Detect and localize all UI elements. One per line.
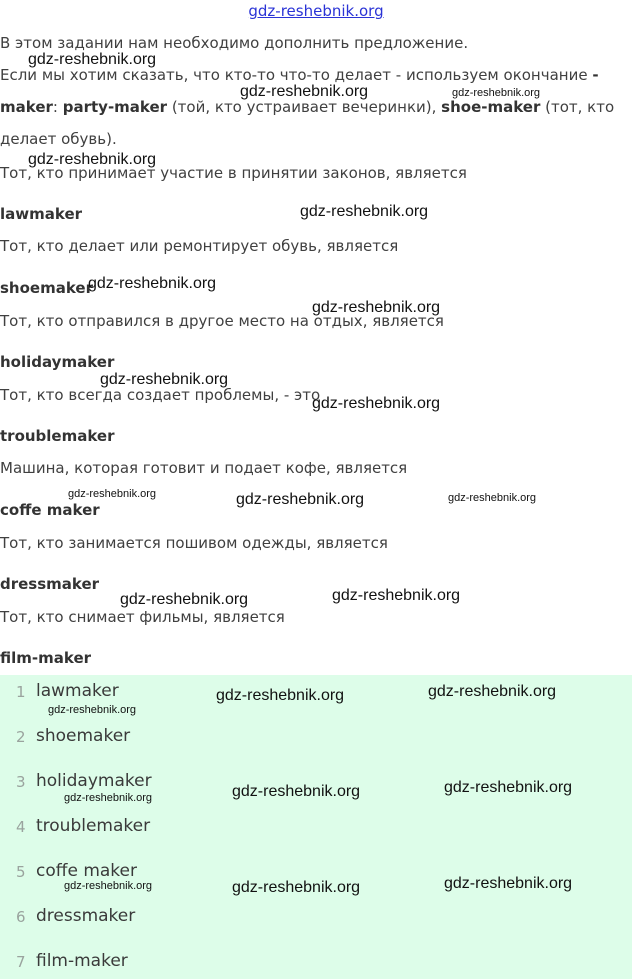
- watermark: gdz-reshebnik.org: [312, 395, 441, 412]
- question-5: Машина, которая готовит и подает кофе, является: [0, 459, 408, 477]
- intro-text: (той, кто устраивает вечеринки),: [167, 98, 442, 116]
- watermark: gdz-reshebnik.org: [28, 51, 157, 68]
- watermark: gdz-reshebnik.org: [236, 491, 365, 508]
- answer-list-item: coffe maker: [36, 861, 137, 881]
- question-3: Тот, кто отправился в другое место на отдых, является: [0, 312, 444, 330]
- answer-5: coffe maker: [0, 501, 100, 519]
- watermark: gdz-reshebnik.org: [448, 492, 537, 504]
- watermark: gdz-reshebnik.org: [100, 371, 229, 388]
- watermark: gdz-reshebnik.org: [120, 591, 249, 608]
- watermark: gdz-reshebnik.org: [312, 299, 441, 316]
- intro-bold: -: [592, 66, 599, 84]
- intro-bold-shoe-maker: shoe-maker: [441, 98, 541, 116]
- watermark: gdz-reshebnik.org: [232, 879, 361, 896]
- answer-4: troublemaker: [0, 427, 115, 445]
- question-6: Тот, кто занимается пошивом одежды, является: [0, 534, 388, 552]
- answer-6: dressmaker: [0, 575, 100, 593]
- watermark: gdz-reshebnik.org: [428, 683, 557, 700]
- answer-list-panel: [0, 675, 632, 979]
- answer-list-number: 7: [16, 953, 26, 971]
- intro-text: Если мы хотим сказать, что кто-то что-то делает - используем окончание: [0, 66, 593, 84]
- question-4: Тот, кто всегда создает проблемы, - это: [0, 386, 321, 404]
- answer-3: holidaymaker: [0, 353, 115, 371]
- watermark: gdz-reshebnik.org: [452, 87, 541, 99]
- answer-list-number: 5: [16, 863, 26, 881]
- watermark: gdz-reshebnik.org: [88, 275, 217, 292]
- answer-list-number: 2: [16, 728, 26, 746]
- watermark: gdz-reshebnik.org: [332, 587, 461, 604]
- watermark: gdz-reshebnik.org: [444, 875, 573, 892]
- watermark: gdz-reshebnik.org: [232, 783, 361, 800]
- intro-bold-party-maker: party-maker: [62, 98, 168, 116]
- question-1: Тот, кто принимает участие в принятии законов, является: [0, 164, 467, 182]
- watermark: gdz-reshebnik.org: [444, 779, 573, 796]
- watermark: gdz-reshebnik.org: [28, 151, 157, 168]
- answer-list-item: troublemaker: [36, 816, 151, 836]
- intro-line-1: В этом задании нам необходимо дополнить предложение.: [0, 34, 469, 52]
- intro-bold-maker: maker: [0, 98, 53, 116]
- answer-list-item: holidaymaker: [36, 771, 152, 791]
- answer-list-number: 4: [16, 818, 26, 836]
- watermark: gdz-reshebnik.org: [240, 83, 369, 100]
- answer-list-item: film-maker: [36, 951, 128, 971]
- answer-list-item: lawmaker: [36, 681, 119, 701]
- intro-text: :: [52, 98, 63, 116]
- answer-list-number: 1: [16, 683, 26, 701]
- watermark: gdz-reshebnik.org: [300, 203, 429, 220]
- watermark: gdz-reshebnik.org: [64, 792, 153, 804]
- question-2: Тот, кто делает или ремонтирует обувь, является: [0, 237, 399, 255]
- watermark: gdz-reshebnik.org: [48, 704, 137, 716]
- answer-list-item: dressmaker: [36, 906, 136, 926]
- answer-1: lawmaker: [0, 205, 83, 223]
- question-7: Тот, кто снимает фильмы, является: [0, 608, 285, 626]
- watermark: gdz-reshebnik.org: [216, 687, 345, 704]
- intro-text: (тот, кто: [540, 98, 615, 116]
- answer-list-number: 3: [16, 773, 26, 791]
- answer-list-item: shoemaker: [36, 726, 131, 746]
- watermark: gdz-reshebnik.org: [68, 488, 157, 500]
- site-header-link[interactable]: gdz-reshebnik.org: [248, 2, 384, 20]
- answer-list-number: 6: [16, 908, 26, 926]
- answer-7: film-maker: [0, 649, 92, 667]
- intro-line-4: делает обувь).: [0, 130, 117, 148]
- watermark: gdz-reshebnik.org: [64, 880, 153, 892]
- answer-2: shoemaker: [0, 279, 93, 297]
